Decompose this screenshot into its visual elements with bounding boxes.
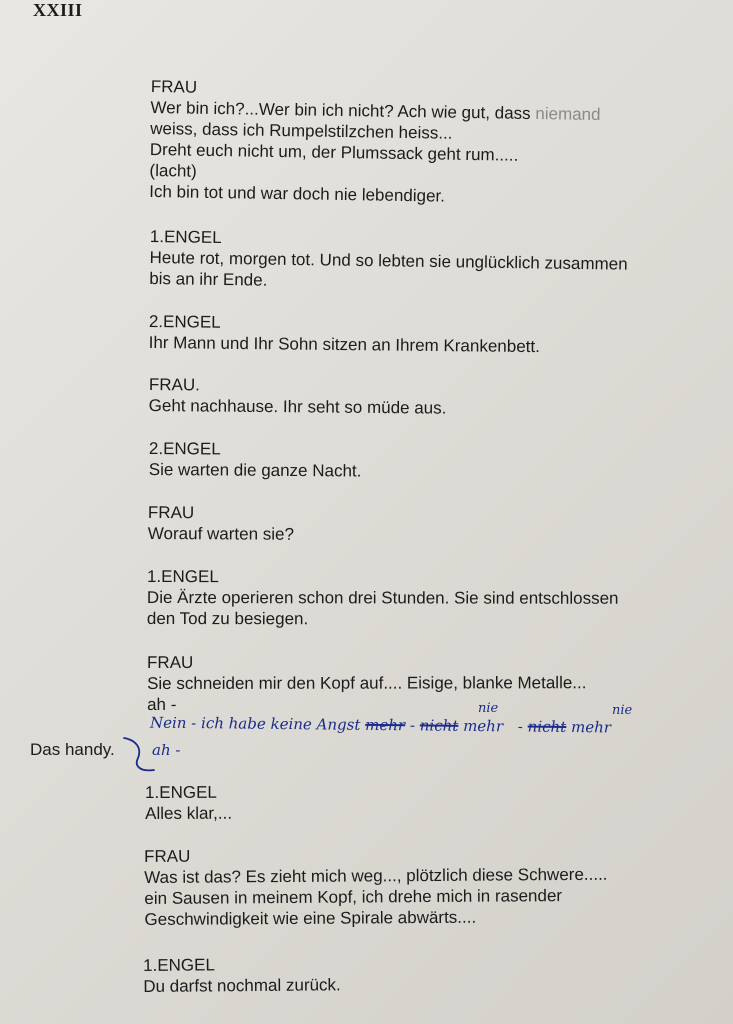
dialogue-line: bis an ihr Ende.: [149, 268, 268, 290]
dialogue-line: Du darfst nochmal zurück.: [143, 975, 341, 996]
page-number: XXIII: [33, 0, 83, 20]
dialogue-line: Geht nachhause. Ihr seht so müde aus.: [148, 395, 447, 418]
faded-text: niemand: [535, 104, 601, 125]
dialogue-block-frau-2: [149, 374, 447, 419]
speaker-name: 1.ENGEL: [143, 955, 215, 975]
dialogue-line: Wer bin ich?...Wer bin ich nicht? Ach wie gut, dass niemand: [150, 97, 601, 125]
margin-note: Das handy.: [30, 740, 115, 759]
dialogue-block-frau-4: [147, 651, 587, 715]
speaker-name: 1.ENGEL: [145, 782, 217, 802]
handwritten-insert-nie-1: nie: [478, 701, 499, 716]
handwritten-insert-nie-2: nie: [612, 703, 633, 718]
speaker-name: FRAU: [150, 76, 198, 97]
dialogue-block-engel1-3: [145, 782, 232, 824]
dialogue-block-engel1-4: [143, 953, 341, 997]
speaker-name: 1.ENGEL: [149, 226, 222, 248]
dialogue-line: Worauf warten sie?: [147, 523, 295, 544]
dialogue-block-engel1-2: [147, 566, 619, 630]
dialogue-line: (lacht): [149, 160, 197, 181]
speaker-name: 2.ENGEL: [148, 311, 221, 332]
dialogue-line: Sie schneiden mir den Kopf auf.... Eisige, blanke Metalle...: [147, 673, 587, 693]
dialogue-block-frau-1: [149, 76, 601, 209]
dialogue-line: Die Ärzte operieren schon drei Stunden. Sie sind entschlossen: [146, 587, 619, 608]
dialogue-line: Ihr Mann und Ihr Sohn sitzen an Ihrem Krankenbett.: [148, 332, 540, 357]
dialogue-block-engel2-2: [149, 438, 362, 481]
dialogue-line: Dreht euch nicht um, der Plumssack geht rum.....: [149, 139, 519, 165]
dialogue-line: ah -: [147, 694, 177, 714]
dialogue-line: Sie warten die ganze Nacht.: [148, 459, 362, 481]
dialogue-line: Was ist das? Es zieht mich weg..., plötzlich diese Schwere.....: [144, 864, 608, 887]
handwritten-line-1: Nein - ich habe keine Angst mehr - nicht mehr - nicht mehr: [149, 713, 612, 737]
speaker-name: FRAU.: [148, 374, 200, 395]
speaker-name: FRAU: [144, 846, 191, 866]
dialogue-line: Alles klar,...: [145, 803, 233, 823]
dialogue-line: Heute rot, morgen tot. Und so lebten sie unglücklich zusammen: [149, 247, 628, 274]
speaker-name: 2.ENGEL: [148, 438, 221, 459]
dialogue-block-frau-3: [148, 502, 294, 545]
dialogue-block-engel1-1: [149, 226, 628, 296]
handwritten-line-2: ah -: [152, 741, 181, 759]
dialogue-block-frau-5: [144, 843, 608, 930]
speaker-name: FRAU: [147, 652, 194, 672]
dialogue-line: ein Sausen in meinem Kopf, ich drehe mich in rasender: [144, 886, 563, 908]
speaker-name: 1.ENGEL: [146, 567, 219, 587]
speaker-name: FRAU: [147, 503, 195, 523]
dialogue-line: Ich bin tot und war doch nie lebendiger.: [149, 181, 446, 206]
dialogue-block-engel2-1: [149, 311, 541, 357]
dialogue-line: Geschwindigkeit wie eine Spirale abwärts....: [144, 907, 477, 929]
dialogue-line: weiss, dass ich Rumpelstilzchen heiss...: [150, 118, 453, 143]
dialogue-line: den Tod zu besiegen.: [146, 608, 309, 629]
